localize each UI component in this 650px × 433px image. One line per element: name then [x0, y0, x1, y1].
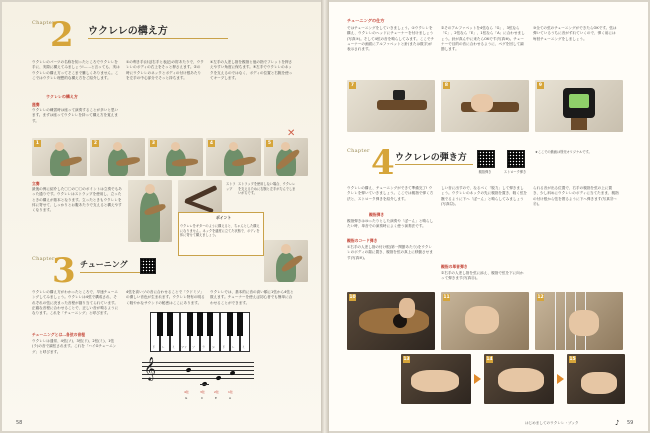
key-label: ミ — [172, 345, 176, 349]
strap-note: ストラップを使用しない場合、ウクレレを支えるために右腕と左手が力んでしまいがちです。 — [238, 182, 296, 195]
photo-7: 7 — [347, 80, 435, 132]
chapter-number-3: 3 — [52, 251, 76, 291]
photo-9: 9 — [535, 80, 623, 132]
key-label: ド — [152, 345, 156, 349]
book-gutter — [321, 0, 329, 433]
qr-code-oyayubi[interactable] — [477, 150, 495, 168]
oyayubi-text: 親指弾きはゆったりとした演奏や「ぽーん」と鳴らしたい時、単音での演奏時によく使う演奏法です。 — [347, 219, 434, 229]
note-name: E — [215, 396, 217, 400]
qr-code[interactable] — [140, 258, 156, 274]
chapter-number-4: 4 — [371, 143, 395, 183]
note-name: C — [201, 396, 204, 400]
photo-14: 14 — [484, 354, 554, 404]
photo-13: 13 — [401, 354, 471, 404]
key-label: ミ — [242, 345, 246, 349]
sub-oyayubi: 親指弾き — [369, 212, 385, 217]
page-number-left: 58 — [16, 420, 23, 426]
ritsu-text: 最後の例に紹介した〇〇の〇〇のポイントは立奏でもあった通りです。ウクレレはストラップを使用し、立ったときの構えが基本となります。立ったときもウクレレを体に寄せて、しっかりとお腹あたりで支えると構えやすくなります。 — [32, 187, 122, 213]
qr-caption-1: 親指弾き — [478, 170, 492, 174]
playing-intro: ウクレレの構え、チューニングができて準備完了! ウクレレを弾いていきましょう。ここでは親指で弾く方法と、ストローク弾きを紹介します。 — [347, 186, 434, 201]
tuning-how-col2: ②そのアルファベットを4弦なら「G」、3弦なら「C」、2弦なら「E」、1弦なら「A」に合わせましょう。針が真ん中に来たらOKです(写真⑧)。チューナーで目的の音に合わせるように、ペグを回して調節します。 — [441, 26, 525, 52]
single-text: ②右手の人差し指を弦に添え、親指で弦を下に向かって弾きます(写真⑪)。 — [441, 271, 524, 281]
note-name: A — [229, 396, 232, 400]
playing-col2: しい音に出すので、なるべく「脱力」して弾きましょう。ウクレレのネックの先に親指を置き、軽く弦を撫でるように下へ「ぽーん」と鳴らしてみましょう(写真⑫)。 — [441, 186, 528, 206]
tuning-how-col1: ではチューニングをしていきましょう。①ウクレレを構え、ウクレレのヘッドにチューナーを付けましょう(写真⑦)。そして4弦の音を鳴らしてみます。ここでチューナーの画面にアルファベットと針(または数字)が表示されます。 — [347, 26, 435, 52]
key-label: レ — [232, 345, 236, 349]
note-label: 3弦 — [200, 390, 205, 394]
note-label: 1弦 — [228, 390, 233, 394]
page-number-right: 59 — [627, 420, 634, 426]
playing-col3: られる音が出る位置で、右手の親指を弦の上に置き、少し斜めにウクレレのボディに当てたまま、親指の付け根から弦を擦るように下へ弾きます(写真⑬〜⑮)。 — [533, 186, 619, 206]
chapter-label-3: Chapter — [32, 256, 55, 262]
sub-label-zaii: 座奏 — [32, 102, 40, 107]
sub-single: 親指の単音弾き — [441, 264, 468, 269]
tuning-col3-text: ウクレレでは、基本的に音の高い順に1弦から4弦と数えます。チューナーを使えば初心者でも簡単に合わせることができます。 — [210, 290, 294, 305]
key-label: レ — [162, 345, 166, 349]
qr-caption-2: ストローク弾き — [503, 170, 527, 174]
note-label: 4弦 — [184, 390, 189, 394]
tuning-how-col3: ③全ての弦のチューニングができたらOKです。弦は弾いているうちに音がずれていくので、弾く前には毎回チューニングをしましょう。 — [533, 26, 617, 41]
photo-15: 15 — [567, 354, 625, 404]
wrong-mark-icon: ✕ — [287, 128, 296, 139]
photo-10: 10 — [347, 292, 435, 350]
key-label: シ — [212, 345, 216, 349]
key-label: ラ — [202, 345, 206, 349]
chapter-number: 2 — [50, 15, 74, 55]
tuning-subheading: チューニングとは…各弦の音程 — [32, 332, 86, 337]
point-label: ポイント — [216, 215, 232, 220]
standing-photo — [128, 180, 172, 242]
sub-label-ritsu: 立奏 — [32, 181, 40, 186]
point-photo — [264, 240, 308, 282]
code-text: ①右手の人差し指の付け根(第一関節あたり)をウクレレのボディの端に置き、親指を弦の真上に移動させます(写真⑩)。 — [347, 245, 433, 260]
left-page — [2, 2, 321, 431]
photo-2: 2 — [90, 138, 145, 176]
chapter-label-4: Chapter — [347, 148, 370, 154]
tuning-col1-text: ウクレレの構え方がわかったところで、早速チューニングしてみましょう。ウクレレは4弦で構成され、それぞれの弦に決まった音程が割り当てられています。正確な音程に合わせることで、正しい音が鳴るようになります。これを「チューニング」と呼びます。 — [32, 290, 119, 316]
treble-clef-icon: 𝄞 — [144, 356, 156, 380]
note-label: 2弦 — [214, 390, 219, 394]
zaii-text: ウクレレの練習時は座って演奏することが多いと思います。まずは座ってウクレレを持って構え方を覚えます。 — [32, 108, 119, 123]
section-title: ウクレレの構え方 — [88, 26, 168, 37]
chapter-label: Chapter — [32, 20, 55, 26]
key-label: ソ — [192, 345, 196, 349]
key-label: ファ — [181, 345, 187, 349]
photo-11: 11 — [441, 292, 529, 350]
book-title-footer: はじめましてのウクレレ・ブック — [525, 421, 579, 425]
sub-code: 親指のコード弾き — [347, 238, 378, 243]
photo-12: 12 — [535, 292, 623, 350]
col3-text: ④左手の人差し指を親指と他の指でフレットを押さえやすい角度に保ちます。⑤左手でウクレレのネックを支えるのではなく、ボディの位置と右腕を使ってキープします。 — [210, 60, 293, 80]
tuning-col2-text: 4弦を高いソの音に合わせることで「ラドミソ」の優しい音色が生まれます。ウクレレ特有の明るく軽やかなサウンドの秘密はここにあります。 — [126, 290, 205, 305]
right-page — [329, 2, 648, 431]
note-name: G — [185, 396, 188, 400]
arrow-right-icon — [557, 374, 564, 384]
photo-5: 5 — [264, 138, 308, 176]
ukulele-icon: ♪ — [615, 419, 620, 427]
col2-text: ①の利き手(ほぼ右手と表記)の肘あたりで、ウクレレのボディの右上をそっと押さえます。②の時にウクレレのネックとボディの付け根あたりを左手の中心部分でそっと持ちます。 — [126, 60, 204, 80]
arrow-right-icon — [474, 374, 481, 384]
intro-text: ウクレレのパーツの名称を知ったところでウクレレを手に、実際に構えてみましょう!……と言っても、実はウクレレの構え方ってそこまで難しくありません。ここではウクレレ理想的な構え方をご紹介します。 — [32, 60, 120, 80]
qr-code-stroke[interactable] — [507, 150, 525, 168]
tuning-col1-text2: ウクレレは通常、4弦(ソ)、3弦(ド)、2弦(ミ)、1弦(ラ)の音で調弦されます。これを「ハイGチューニング」と呼びます。 — [32, 339, 117, 354]
photo-1: 1 — [32, 138, 87, 176]
point-text: ウクレレをギターのように構えると、ちゃんとした構えになりません。ネックを適度に立てた状態で、ボディを体に寄せて構えましょう。 — [180, 224, 260, 237]
photo-3: 3 — [148, 138, 203, 176]
photo-8: 8 — [441, 80, 529, 132]
photo-4: 4 — [206, 138, 261, 176]
tuning-how-subheading: チューニングの仕方 — [347, 18, 385, 23]
section-title-3: チューニング — [80, 260, 128, 269]
key-label: ド — [222, 345, 226, 349]
qr-note: ★ここでの動画は別売オリジナルです。 — [535, 150, 592, 154]
strap-caption: ストラップ — [226, 182, 236, 191]
section-title-4: ウクレレの弾き方 — [395, 153, 467, 163]
subheading: ウクレレの構え方 — [46, 94, 78, 99]
